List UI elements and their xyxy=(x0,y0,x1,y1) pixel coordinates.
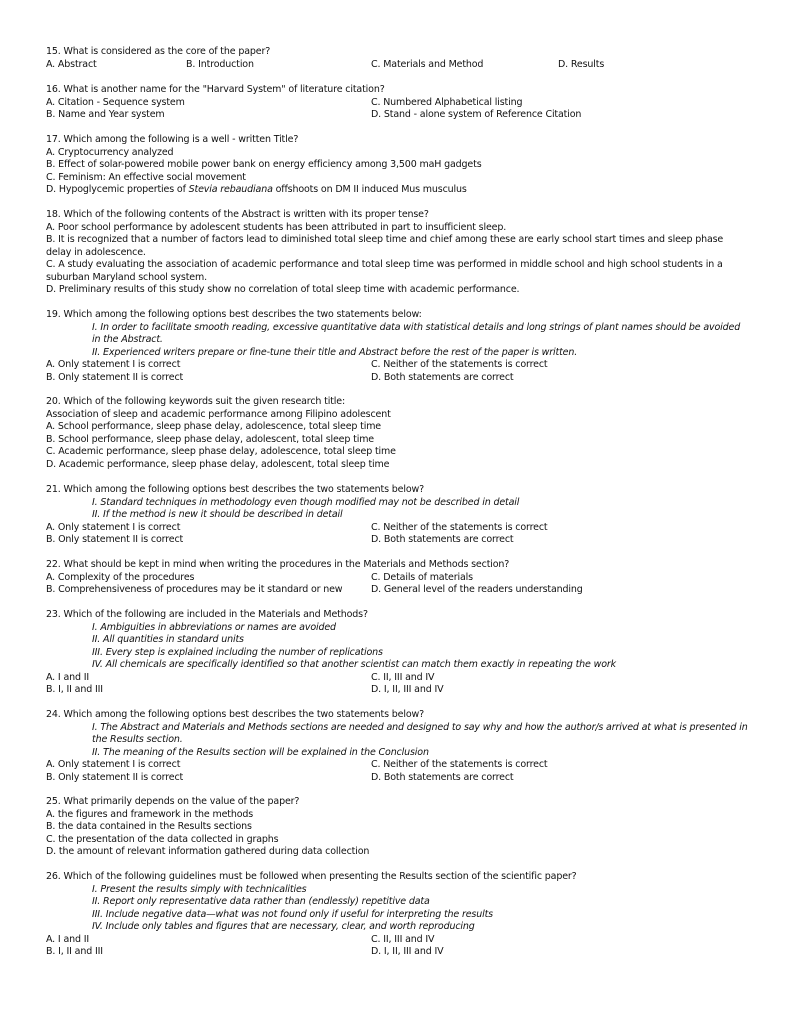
option-d: D. I, II, III and IV xyxy=(371,946,444,957)
question-stem: 21. Which among the following options best describes the two statements below? xyxy=(46,484,425,495)
question-stem: 17. Which among the following is a well - written Title? xyxy=(46,134,299,145)
question-24 xyxy=(46,709,751,784)
option-a: A. Abstract xyxy=(46,58,97,70)
option-b: B. I, II and III xyxy=(46,946,103,957)
statement-i: I. In order to facilitate smooth reading, excessive quantitative data with statistical details and long strings of plant names should be avoided in the Abstract. xyxy=(92,321,741,345)
option-c: C. Details of materials xyxy=(371,571,473,583)
option-b: B. Comprehensiveness of procedures may be it standard or new xyxy=(46,584,343,595)
option-d: D. Results xyxy=(558,58,605,70)
option-d: D. Stand - alone system of Reference Citation xyxy=(371,109,582,120)
statement-ii: II. Experienced writers prepare or fine-tune their title and Abstract before the rest of the paper is written. xyxy=(92,346,578,358)
option-a: A. Only statement I is correct xyxy=(46,521,181,533)
options-row xyxy=(46,59,751,72)
question-17 xyxy=(46,134,751,197)
option-c: C. Feminism: An effective social movement xyxy=(46,171,246,183)
question-stem: 15. What is considered as the core of the paper? xyxy=(46,46,271,57)
option-d xyxy=(46,184,751,197)
species-name: Stevia rebaudiana xyxy=(188,184,273,195)
option-b: B. Only statement II is correct xyxy=(46,371,184,383)
option-c: C. Materials and Method xyxy=(371,58,484,70)
option-c: C. Neither of the statements is correct xyxy=(371,759,548,770)
statement-ii: II. The meaning of the Results section will be explained in the Conclusion xyxy=(92,746,429,758)
option-c: C. Neither of the statements is correct xyxy=(371,521,548,533)
statement-iii: III. Include negative data—what was not found only if useful for interpreting the results xyxy=(92,908,493,920)
option-d: D. I, II, III and IV xyxy=(371,684,444,695)
question-16 xyxy=(46,84,751,122)
question-stem: 22. What should be kept in mind when writing the procedures in the Materials and Methods section? xyxy=(46,559,510,570)
question-19 xyxy=(46,309,751,384)
option-a: A. School performance, sleep phase delay, adolescence, total sleep time xyxy=(46,421,382,432)
option-b: B. School performance, sleep phase delay, adolescent, total sleep time xyxy=(46,433,374,445)
option-d: D. Preliminary results of this study show no correlation of total sleep time with academic performance. xyxy=(46,284,520,295)
option-a: A. I and II xyxy=(46,671,90,683)
question-stem: 16. What is another name for the "Harvard System" of literature citation? xyxy=(46,84,385,95)
question-21 xyxy=(46,484,751,547)
option-b: B. Name and Year system xyxy=(46,109,165,120)
option-c: C. II, III and IV xyxy=(371,933,435,945)
option-b: B. Only statement II is correct xyxy=(46,534,184,545)
statement-ii: II. If the method is new it should be described in detail xyxy=(92,509,343,520)
question-stem: 18. Which of the following contents of the Abstract is written with its proper tense? xyxy=(46,209,429,220)
statement-i: I. Standard techniques in methodology even though modified may not be described in detail xyxy=(92,496,520,508)
option-d: D. Both statements are correct xyxy=(371,771,514,783)
option-d: D. Academic performance, sleep phase delay, adolescent, total sleep time xyxy=(46,458,390,470)
option-a: A. Only statement I is correct xyxy=(46,359,181,370)
option-c: C. Numbered Alphabetical listing xyxy=(371,96,523,108)
option-b: B. Only statement II is correct xyxy=(46,771,184,783)
question-25 xyxy=(46,796,751,859)
option-d: D. Both statements are correct xyxy=(371,534,514,545)
option-b: B. Introduction xyxy=(186,58,254,70)
statement-i: I. Ambiguities in abbreviations or names are avoided xyxy=(92,621,336,633)
option-c: C. II, III and IV xyxy=(371,671,435,683)
question-stem: 25. What primarily depends on the value of the paper? xyxy=(46,796,300,807)
question-stem: 26. Which of the following guidelines must be followed when presenting the Results section of the scientific paper? xyxy=(46,871,577,882)
statement-ii: II. Report only representative data rather than (endlessly) repetitive data xyxy=(92,896,430,907)
option-d: D. General level of the readers understanding xyxy=(371,584,583,595)
option-c: C. Academic performance, sleep phase delay, adolescence, total sleep time xyxy=(46,446,396,457)
option-c: C. Neither of the statements is correct xyxy=(371,359,548,370)
option-d: D. Both statements are correct xyxy=(371,371,514,383)
option-b: B. I, II and III xyxy=(46,684,103,695)
question-15 xyxy=(46,46,751,71)
statement-ii: II. All quantities in standard units xyxy=(92,634,244,645)
question-26 xyxy=(46,871,751,959)
statement-iv: IV. Include only tables and figures that are necessary, clear, and worth reproducing xyxy=(92,921,475,932)
statement-iii: III. Every step is explained including the number of replications xyxy=(92,646,383,658)
question-stem: 23. Which of the following are included in the Materials and Methods? xyxy=(46,609,368,620)
statement-iv: IV. All chemicals are specifically identified so that another scientist can match them exactly in repeating the work xyxy=(92,659,616,670)
question-stem: 19. Which among the following options best describes the two statements below: xyxy=(46,309,422,320)
option-a: A. Cryptocurrency analyzed xyxy=(46,146,174,158)
option-b: B. It is recognized that a number of factors lead to diminished total sleep time and chief among these are early school start times and sleep phase delay in adolescence. xyxy=(46,234,724,258)
option-d-suffix: offshoots on DM II induced Mus musculus xyxy=(272,184,467,195)
option-c: C. the presentation of the data collected in graphs xyxy=(46,833,279,845)
question-22 xyxy=(46,559,751,597)
option-d: D. the amount of relevant information gathered during data collection xyxy=(46,846,370,857)
question-18 xyxy=(46,209,751,297)
option-a: A. Poor school performance by adolescent students has been attributed in part to insufficient sleep. xyxy=(46,221,507,233)
option-a: A. Complexity of the procedures xyxy=(46,571,195,583)
question-stem: 24. Which among the following options best describes the two statements below? xyxy=(46,709,425,720)
option-b: B. Effect of solar-powered mobile power bank on energy efficiency among 3,500 maH gadgets xyxy=(46,159,482,170)
statement-i: I. Present the results simply with technicalities xyxy=(92,883,307,895)
question-stem: 20. Which of the following keywords suit the given research title: xyxy=(46,396,346,407)
option-c: C. A study evaluating the association of academic performance and total sleep time was performed in middle school and high school students in a suburban Maryland school system. xyxy=(46,259,723,283)
research-title: Association of sleep and academic performance among Filipino adolescent xyxy=(46,408,391,420)
question-20 xyxy=(46,396,751,471)
statement-i: I. The Abstract and Materials and Methods sections are needed and designed to say why and how the author/s arrived at what is presented in the Results section. xyxy=(92,721,748,745)
option-a: A. the figures and framework in the methods xyxy=(46,808,254,820)
option-a: A. I and II xyxy=(46,933,90,945)
option-b: B. the data contained in the Results sections xyxy=(46,821,252,832)
option-a: A. Citation - Sequence system xyxy=(46,96,185,108)
option-d-prefix: D. Hypoglycemic properties of xyxy=(46,184,189,195)
option-a: A. Only statement I is correct xyxy=(46,759,181,770)
question-23 xyxy=(46,609,751,697)
